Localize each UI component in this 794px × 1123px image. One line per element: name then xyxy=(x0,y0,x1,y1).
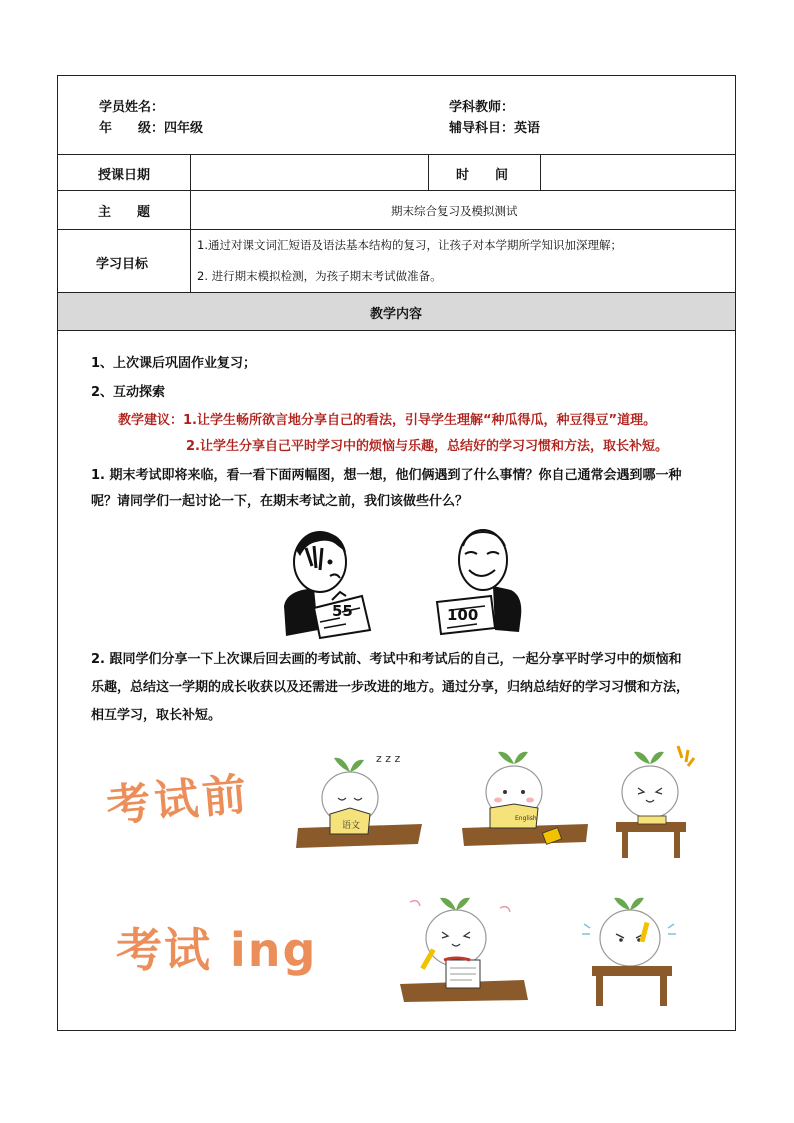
goal-1: 1.通过对课文词汇短语及语法基本结构的复习，让孩子对本学期所学知识加深理解； xyxy=(197,238,622,252)
question-2-line-3: 相互学习，取长补短。 xyxy=(91,708,222,723)
during-exam-label: 考试 ing xyxy=(116,923,318,977)
question-2-line-1: 2. 跟同学们分享一下上次课后回去画的考试前、考试中和考试后的自己，一起分享平时学习中的烦恼和 xyxy=(91,652,682,667)
topic-label: 主 题 xyxy=(98,205,151,220)
writing-sprout-illustration xyxy=(400,882,530,1004)
topic-value: 期末综合复习及模拟测试 xyxy=(391,204,518,218)
before-exam-label: 考试前 xyxy=(104,768,253,833)
score-100: 100 xyxy=(447,606,479,624)
question-1-line-1: 1. 期末考试即将来临，看一看下面两幅图，想一想，他们俩遇到了什么事情？你自己通常会遇到哪一种 xyxy=(91,468,682,483)
suggestion-2: 2.让学生分享自己平时学习中的烦恼与乐趣，总结好的学习习惯和方法，取长补短。 xyxy=(186,439,668,454)
goal-label: 学习目标 xyxy=(96,257,149,272)
book-label: 语文 xyxy=(342,821,361,831)
time-label: 时 间 xyxy=(456,168,509,183)
happy-student-illustration xyxy=(433,524,525,636)
reading-sprout-illustration xyxy=(460,736,590,848)
student-name-label: 学员姓名： xyxy=(99,100,165,115)
suggestion-1: 教学建议：1.让学生畅所欲言地分享自己的看法，引导学生理解“种瓜得瓜，种豆得豆”道理。 xyxy=(118,413,657,428)
subject-label: 辅导科目：英语 xyxy=(449,121,541,136)
sad-student-illustration xyxy=(280,526,372,638)
pondering-sprout-illustration xyxy=(578,882,682,1008)
lesson-plan-frame xyxy=(57,75,736,1031)
content-label: 教学内容 xyxy=(370,307,423,322)
goal-2: 2. 进行期末模拟检测，为孩子期末考试做准备。 xyxy=(197,269,442,283)
grade-label: 年 级：四年级 xyxy=(99,121,204,136)
focused-sprout-illustration xyxy=(614,736,700,860)
item-1: 1、上次课后巩固作业复习； xyxy=(91,356,257,371)
teacher-label: 学科教师： xyxy=(449,100,515,115)
date-label: 授课日期 xyxy=(98,168,151,183)
grade-value: 四年级 xyxy=(164,121,204,136)
subject-value: 英语 xyxy=(514,121,541,136)
question-2-line-2: 乐趣，总结这一学期的成长收获以及还需进一步改进的地方。通过分享，归纳总结好的学习习惯和方法， xyxy=(91,680,690,695)
score-55: 55 xyxy=(332,602,353,620)
sleeping-sprout-illustration xyxy=(294,738,426,850)
book2-label: English xyxy=(515,815,537,822)
item-2: 2、互动探索 xyxy=(91,385,166,400)
zzz-text: z z z xyxy=(376,752,401,765)
question-1-line-2: 呢？请同学们一起讨论一下，在期末考试之前，我们该做些什么？ xyxy=(91,494,469,509)
